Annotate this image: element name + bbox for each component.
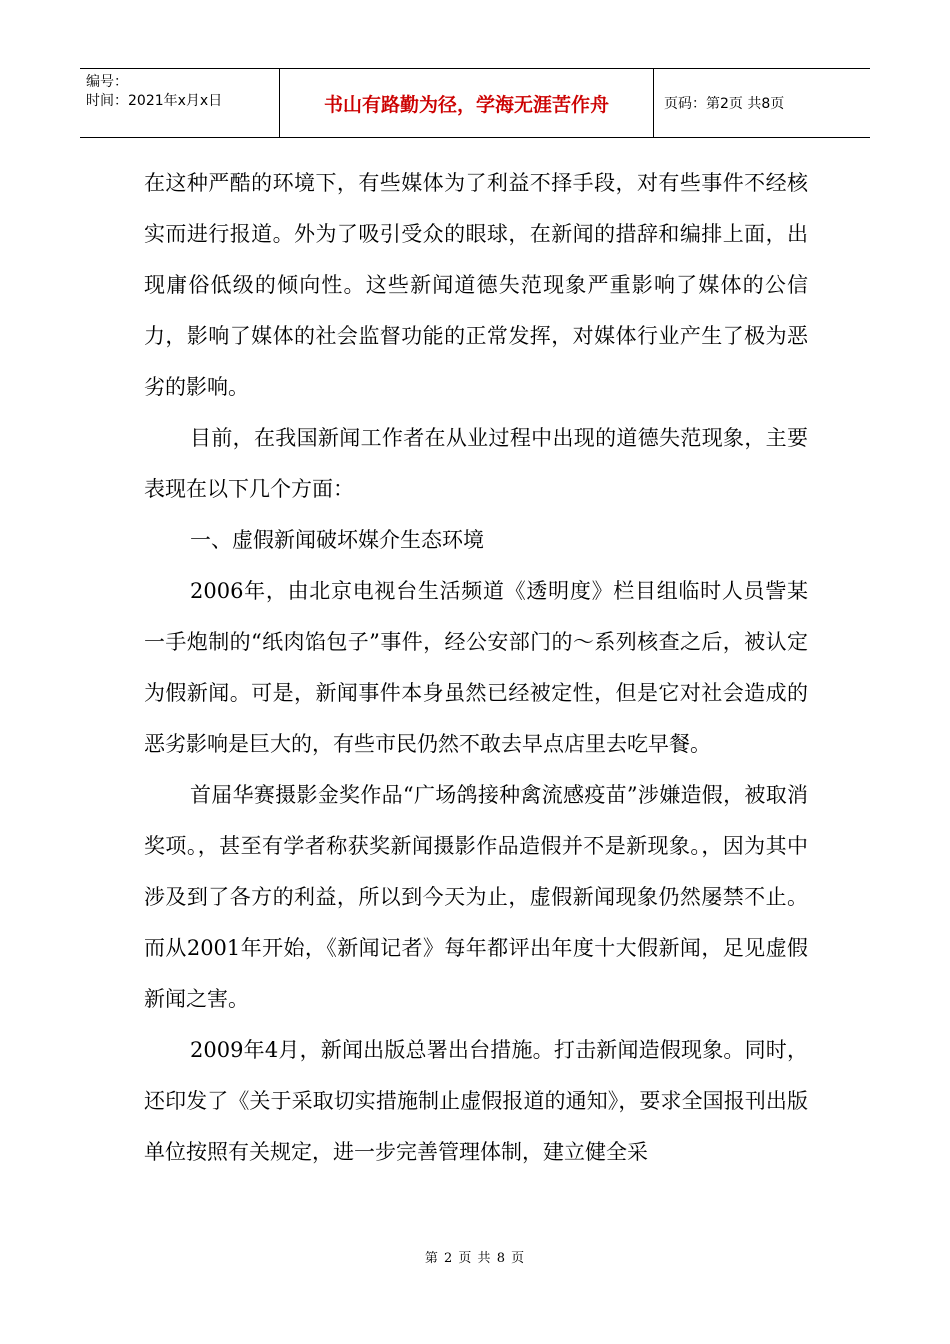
page-header xyxy=(80,68,870,138)
header-page-info: 页码：第2页 共8页 xyxy=(664,96,785,112)
header-motto: 书山有路勤为径，学海无涯苦作舟 xyxy=(280,69,654,137)
paragraph: 2009年4月，新闻出版总署出台措施。打击新闻造假现象。同时，还印发了《关于采取切实措施制止虚假报道的通知》，要求全国报刊出版单位按照有关规定，进一步完善管理体制，建立健全采 xyxy=(144,1038,808,1164)
header-meta xyxy=(80,69,280,137)
page-footer: 第 2 页 共 8 页 xyxy=(424,1251,526,1266)
number-label: 编号： xyxy=(86,74,128,90)
paragraph: 首届华赛摄影金奖作品“广场鸽接种禽流感疫苗”涉嫌造假，被取消奖项。，甚至有学者称获奖新闻摄影作品造假并不是新现象。，因为其中涉及到了各方的利益，所以到今天为止，虚假新闻现象仍然屡禁不止。而从2001年开始，《新闻记者》每年都评出年度十大假新闻，足见虚假新闻之害。 xyxy=(144,783,808,1011)
paragraph: 2006年，由北京电视台生活频道《透明度》栏目组临时人员訾某一手炮制的“纸肉馅包子”事件，经公安部门的～系列核查之后，被认定为假新闻。可是，新闻事件本身虽然已经被定性，但是它对社会造成的恶劣影响是巨大的，有些市民仍然不敢去早点店里去吃早餐。 xyxy=(144,579,808,756)
date-label: 时间：2021年x月x日 xyxy=(86,93,223,109)
paragraph: 目前，在我国新闻工作者在从业过程中出现的道德失范现象，主要表现在以下几个方面： xyxy=(144,426,808,501)
paragraph: 在这种严酷的环境下，有些媒体为了利益不择手段，对有些事件不经核实而进行报道。外为了吸引受众的眼球，在新闻的措辞和编排上面，出现庸俗低级的倾向性。这些新闻道德失范现象严重影响了媒体的公信力，影响了媒体的社会监督功能的正常发挥，对媒体行业产生了极为恶劣的影响。 xyxy=(144,171,808,399)
document-body xyxy=(144,158,808,1178)
section-heading: 一、虚假新闻破坏媒介生态环境 xyxy=(190,528,484,552)
